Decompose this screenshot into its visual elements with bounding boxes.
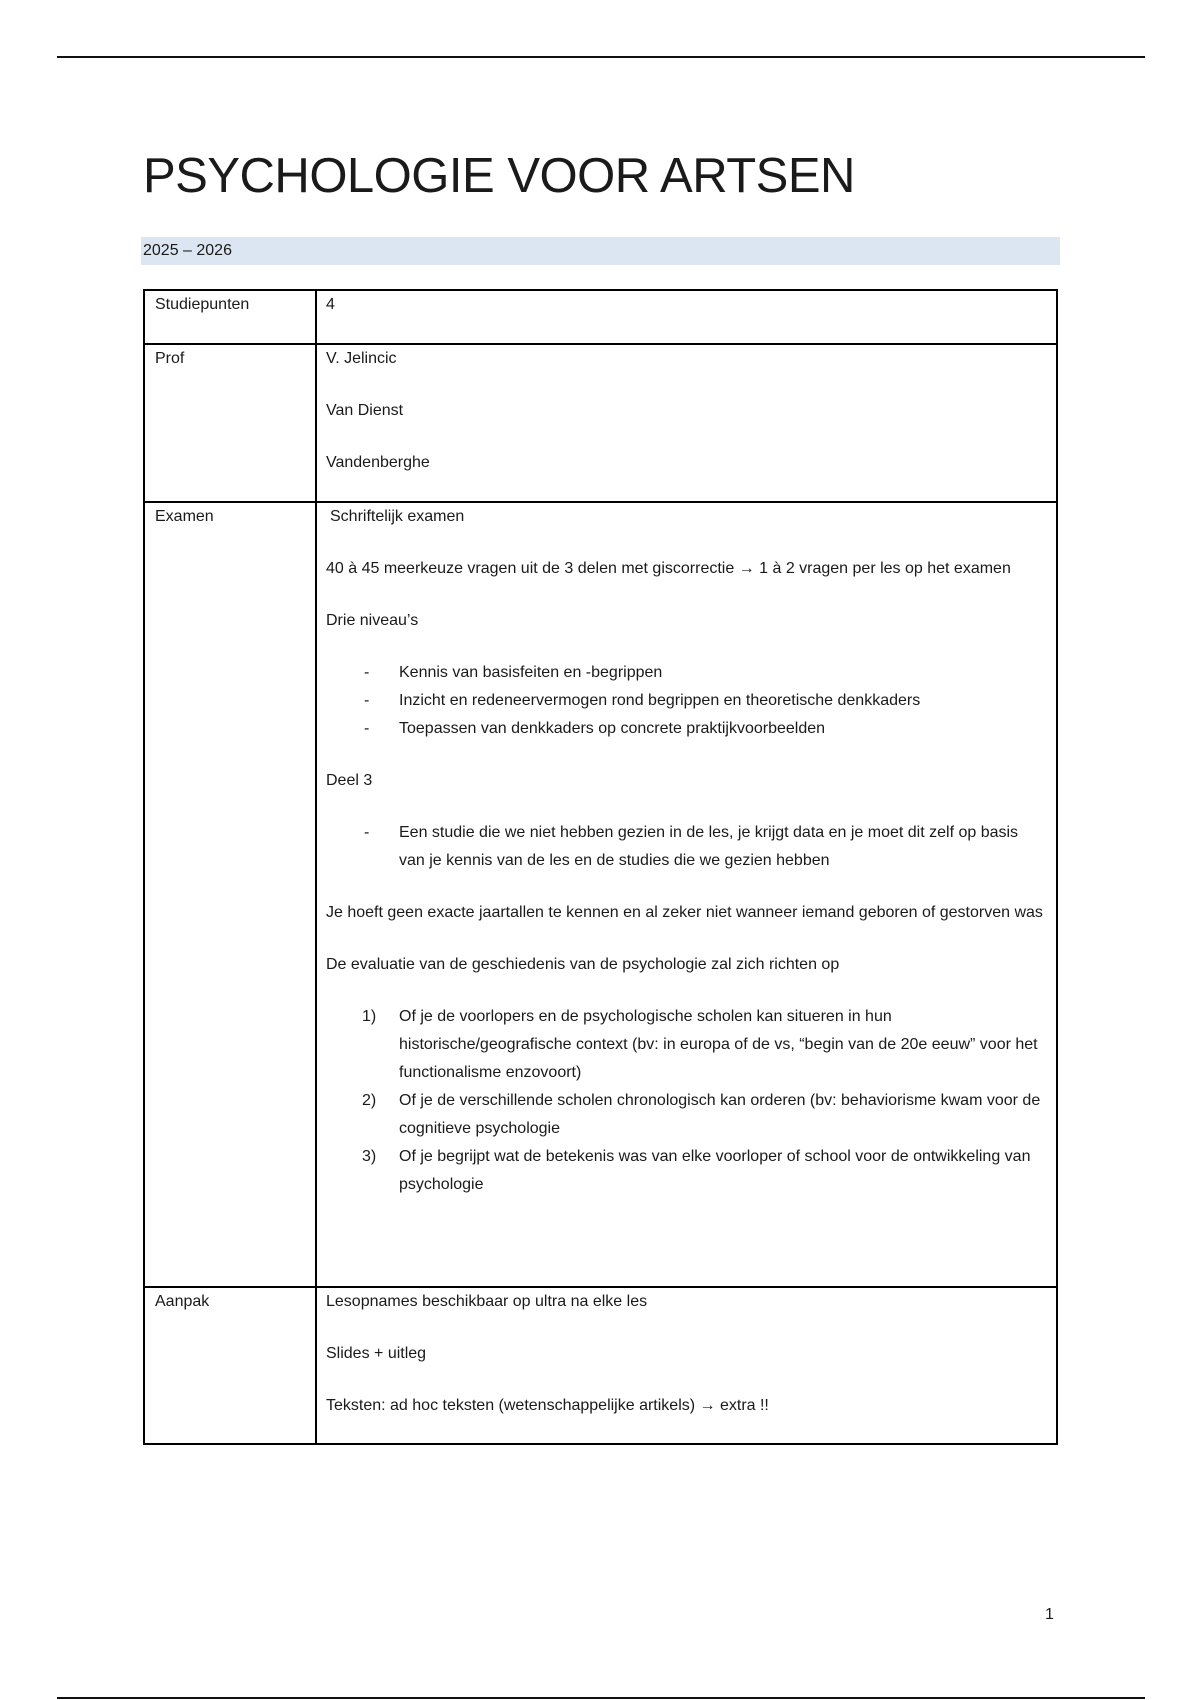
document-title: PSYCHOLOGIE VOOR ARTSEN <box>143 149 855 203</box>
footer-rule <box>57 1697 1145 1699</box>
page-number: 1 <box>1045 1606 1054 1623</box>
levels-heading: Drie niveau’s <box>326 612 419 629</box>
list-item: - Inzicht en redeneervermogen rond begrippen en theoretische denkkaders <box>326 687 1044 715</box>
list-item: 2) Of je de verschillende scholen chronologisch kan orderen (bv: behaviorisme kwam voor de cognitieve psychologie <box>326 1087 1044 1143</box>
examen-value <box>316 502 1057 1287</box>
evaluation-list <box>326 1003 1044 1199</box>
aanpak-line: Teksten: ad hoc teksten (wetenschappelijke artikels) → extra !! <box>326 1397 769 1414</box>
dash-marker: - <box>364 720 370 737</box>
course-info-table <box>143 289 1058 1445</box>
number-marker: 2) <box>362 1092 377 1109</box>
academic-year-band: 2025 – 2026 <box>141 237 1060 265</box>
exam-questions: 40 à 45 meerkeuze vragen uit de 3 delen met giscorrectie → 1 à 2 vragen per les op het examen <box>326 560 1011 577</box>
deel3-heading: Deel 3 <box>326 772 373 789</box>
levels-list <box>326 659 1044 743</box>
list-item: 3) Of je begrijpt wat de betekenis was van elke voorloper of school voor de ontwikkeling van psychologie <box>326 1143 1044 1199</box>
prof-name: V. Jelincic <box>326 350 397 367</box>
prof-label: Prof <box>144 344 316 502</box>
list-item: - Een studie die we niet hebben gezien in de les, je krijgt data en je moet dit zelf op basis van je kennis van de les en de studies die we gezien hebben <box>326 819 1044 875</box>
examen-label: Examen <box>144 502 316 1287</box>
prof-name: Vandenberghe <box>326 454 430 471</box>
table-row-studiepunten <box>144 290 1057 344</box>
prof-name: Van Dienst <box>326 402 404 419</box>
dates-note: Je hoeft geen exacte jaartallen te kennen en al zeker niet wanneer iemand geboren of gestorven was <box>326 904 1043 921</box>
aanpak-value <box>316 1287 1057 1444</box>
studiepunten-label: Studiepunten <box>144 290 316 344</box>
prof-value <box>316 344 1057 502</box>
evaluation-heading: De evaluatie van de geschiedenis van de psychologie zal zich richten op <box>326 956 840 973</box>
list-item: - Toepassen van denkkaders op concrete praktijkvoorbeelden <box>326 715 1044 743</box>
aanpak-line: Slides + uitleg <box>326 1345 427 1362</box>
header-rule <box>57 56 1145 58</box>
deel3-list <box>326 819 1044 875</box>
dash-marker: - <box>364 692 370 709</box>
dash-marker: - <box>364 824 370 841</box>
list-item: 1) Of je de voorlopers en de psychologische scholen kan situeren in hun historische/geografische context (bv: in europa of de vs, “begin van de 20e eeuw” voor het functionalisme enzovoort) <box>326 1003 1044 1087</box>
studiepunten-value: 4 <box>316 290 1057 344</box>
dash-marker: - <box>364 664 370 681</box>
list-item: - Kennis van basisfeiten en -begrippen <box>326 659 1044 687</box>
aanpak-label: Aanpak <box>144 1287 316 1444</box>
table-row-aanpak <box>144 1287 1057 1444</box>
aanpak-line: Lesopnames beschikbaar op ultra na elke les <box>326 1293 648 1310</box>
table-row-examen <box>144 502 1057 1287</box>
table-row-prof <box>144 344 1057 502</box>
number-marker: 3) <box>362 1148 377 1165</box>
exam-type: Schriftelijk examen <box>330 508 465 525</box>
number-marker: 1) <box>362 1008 377 1025</box>
